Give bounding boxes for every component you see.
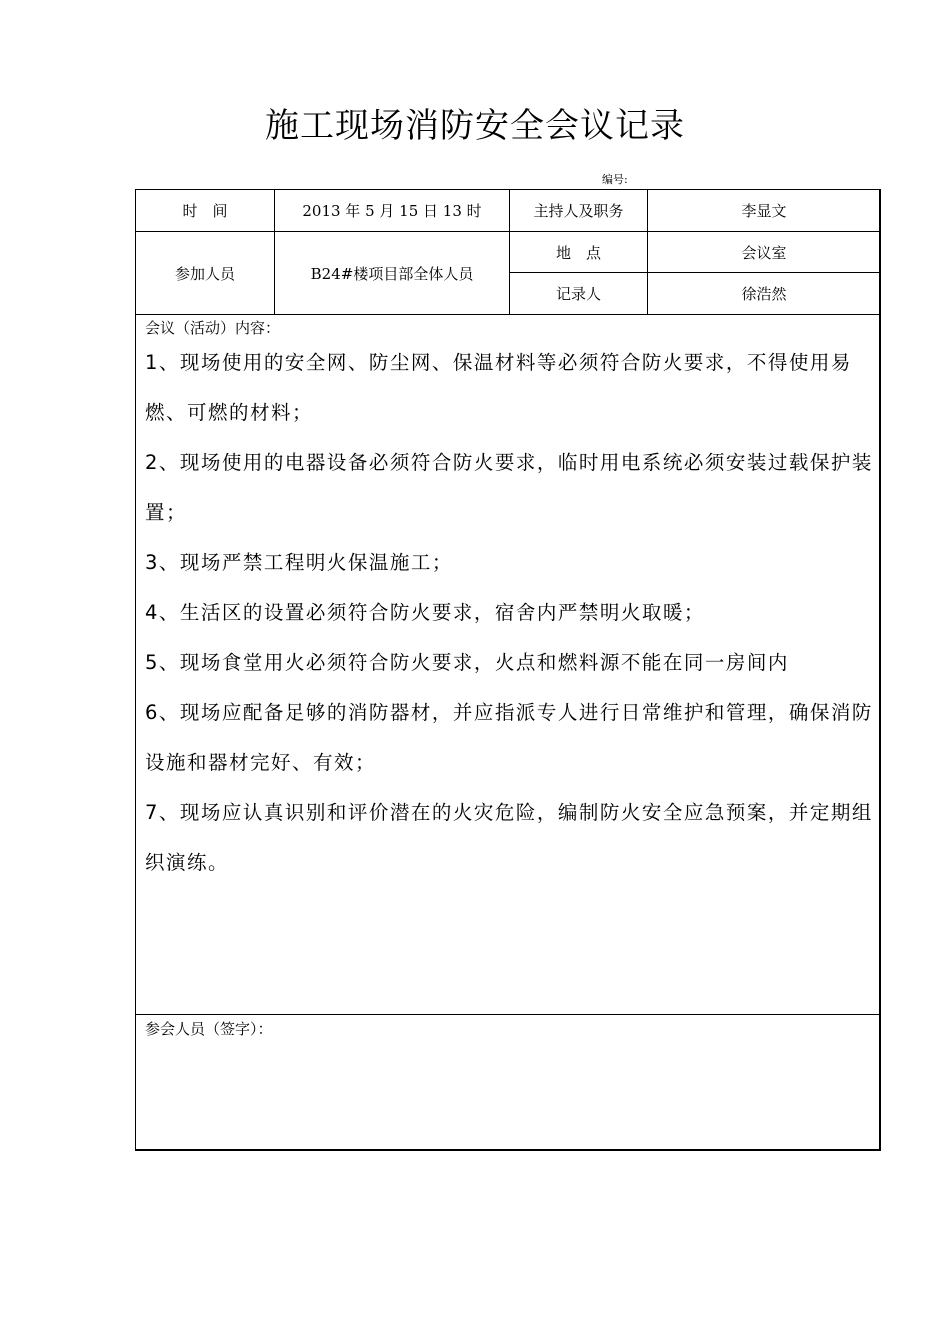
- location-value: 会议室: [741, 243, 787, 262]
- host-value: 李显文: [741, 202, 787, 220]
- content-item: 4、生活区的设置必须符合防火要求，宿舍内严禁明火取暖；: [145, 601, 705, 624]
- attendee-signature-label: 参会人员（签字）：: [145, 1020, 273, 1038]
- serial-number-label: 编号:: [602, 173, 628, 186]
- meeting-record-table: [135, 189, 881, 1151]
- content-item: 7、现场应认真识别和评价潜在的火灾危险，编制防火安全应急预案，并定期组织演练。: [145, 801, 873, 874]
- content-item: 1、现场使用的安全网、防尘网、保温材料等必须符合防火要求，不得使用易燃、可燃的材料；: [145, 351, 852, 424]
- participants-label: 参加人员: [174, 264, 235, 283]
- location-label: 地 点: [555, 243, 601, 262]
- time-label: 时 间: [182, 202, 228, 220]
- content-item: 3、现场严禁工程明火保温施工；: [145, 551, 453, 574]
- document-title: 施工现场消防安全会议记录: [265, 106, 685, 146]
- recorder-label: 记录人: [555, 285, 601, 303]
- participants-value: B24#楼项目部全体人员: [310, 264, 474, 283]
- content-item: 6、现场应配备足够的消防器材，并应指派专人进行日常维护和管理，确保消防设施和器材完好、有效；: [145, 701, 873, 774]
- grid-line: [136, 314, 880, 315]
- host-label: 主持人及职务: [533, 202, 624, 220]
- recorder-value: 徐浩然: [741, 285, 787, 303]
- meeting-content-list: [145, 338, 873, 888]
- content-item: 2、现场使用的电器设备必须符合防火要求，临时用电系统必须安装过载保护装置；: [145, 451, 873, 524]
- time-value: 2013 年 5 月 15 日 13 时: [302, 202, 482, 220]
- content-item: 5、现场食堂用火必须符合防火要求，火点和燃料源不能在同一房间内: [145, 651, 789, 674]
- grid-line: [136, 1014, 880, 1015]
- meeting-content-label: 会议（活动）内容：: [145, 319, 281, 337]
